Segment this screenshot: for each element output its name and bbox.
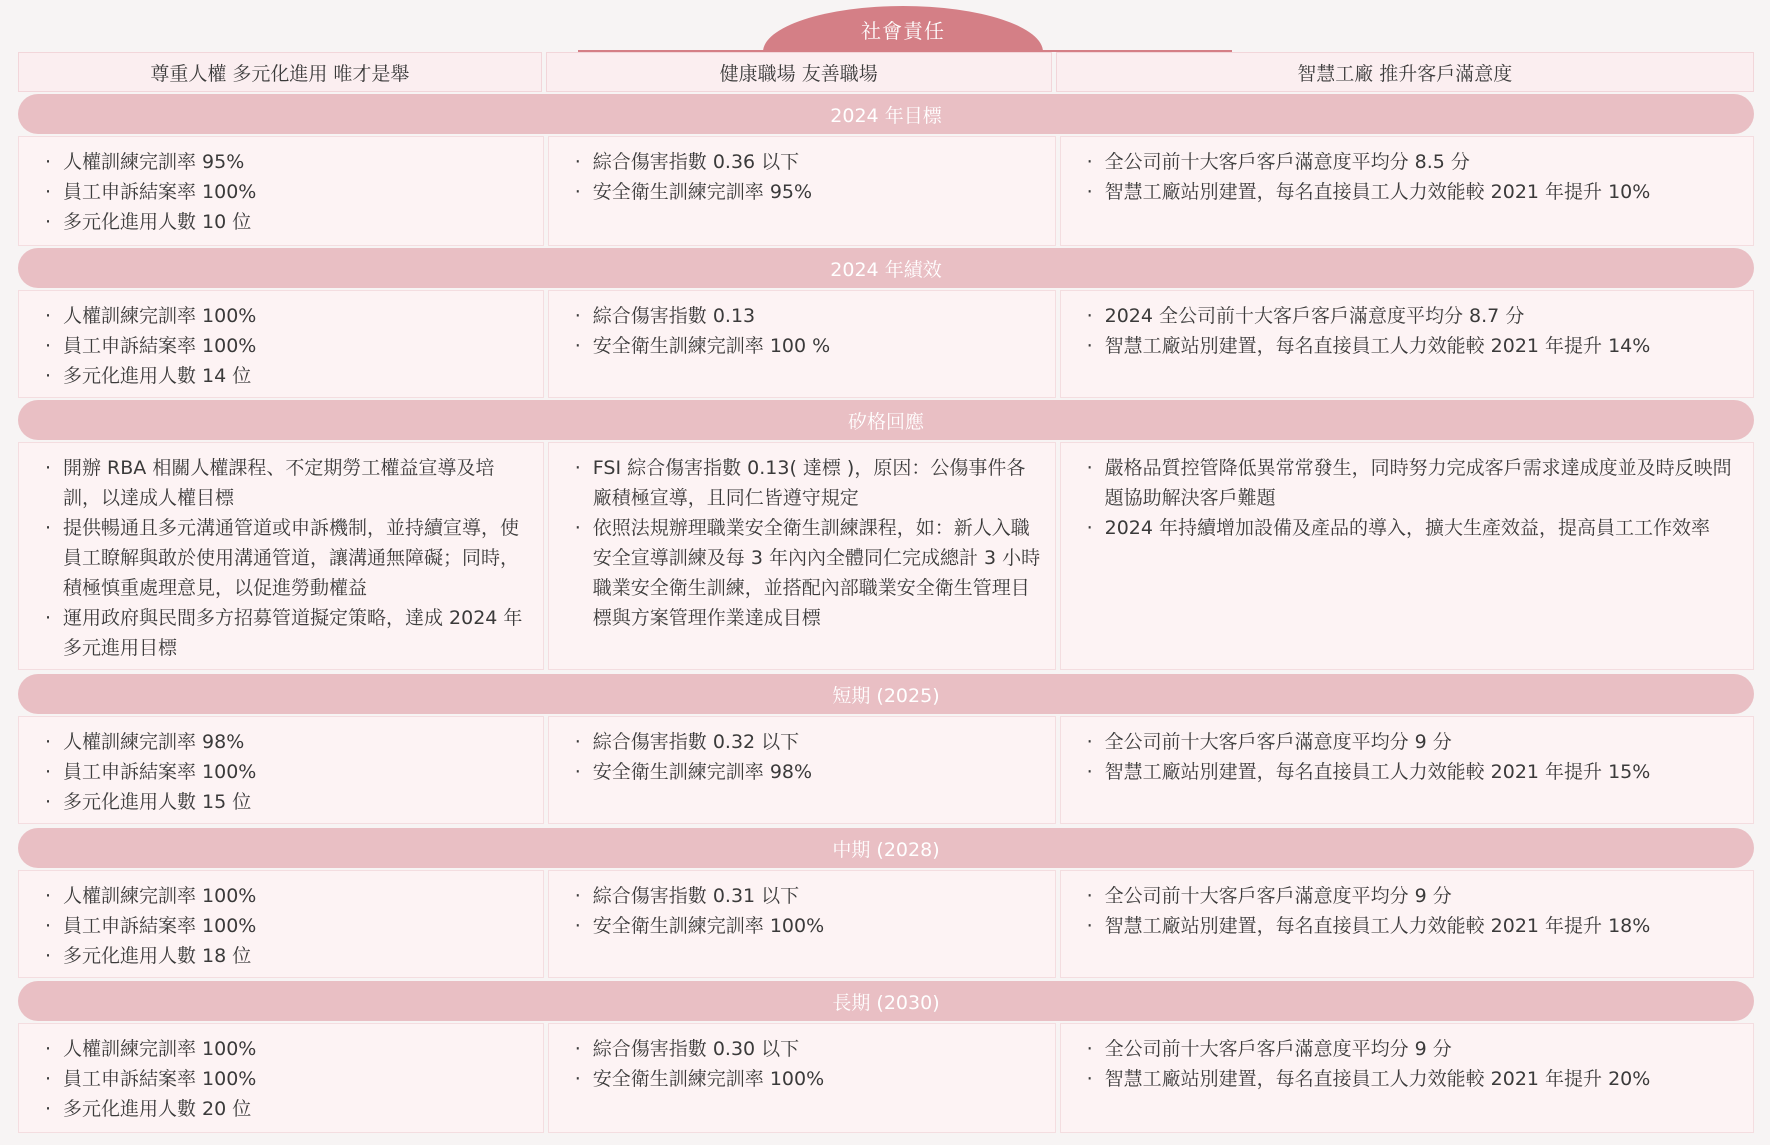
bullet: ·	[1086, 1068, 1093, 1090]
list-item: · 人權訓練完訓率 100%	[33, 881, 529, 911]
list-item: · 綜合傷害指數 0.13	[563, 301, 1041, 331]
section-band: 長期 (2030)	[18, 981, 1754, 1021]
list-item: · 多元化進用人數 20 位	[33, 1094, 529, 1124]
cell-human-rights	[18, 442, 544, 670]
bullet: ·	[574, 335, 581, 357]
bullet: ·	[1086, 457, 1093, 479]
bullet: ·	[574, 181, 581, 203]
bullet: ·	[45, 365, 52, 387]
list-item: · FSI 綜合傷害指數 0.13( 達標 )，原因：公傷事件各廠積極宣導，且同仁皆遵守規定	[563, 453, 1041, 513]
list-item: · 人權訓練完訓率 98%	[33, 727, 529, 757]
list-item: · 2024 年持續增加設備及產品的導入，擴大生產效益，提高員工工作效率	[1075, 513, 1739, 543]
bullet: ·	[1086, 761, 1093, 783]
section-row	[18, 716, 1754, 824]
section-band: 2024 年績效	[18, 248, 1754, 288]
bullet: ·	[45, 915, 52, 937]
bullet: ·	[1086, 731, 1093, 753]
bullet: ·	[45, 1038, 52, 1060]
cell-human-rights	[18, 716, 544, 824]
list-item: · 運用政府與民間多方招募管道擬定策略，達成 2024 年多元進用目標	[33, 603, 529, 663]
list-item: · 安全衛生訓練完訓率 95%	[563, 177, 1041, 207]
bullet: ·	[574, 151, 581, 173]
list-item: · 綜合傷害指數 0.32 以下	[563, 727, 1041, 757]
list-item: · 智慧工廠站別建置，每名直接員工人力效能較 2021 年提升 15%	[1075, 757, 1739, 787]
list-item: · 員工申訴結案率 100%	[33, 1064, 529, 1094]
list-item: · 員工申訴結案率 100%	[33, 757, 529, 787]
cell-smart-factory	[1060, 442, 1754, 670]
top-tab-social-responsibility: 社會責任	[763, 6, 1043, 52]
cell-smart-factory	[1060, 290, 1754, 398]
list-item: · 全公司前十大客戶客戶滿意度平均分 8.5 分	[1075, 147, 1739, 177]
list-item: · 智慧工廠站別建置，每名直接員工人力效能較 2021 年提升 20%	[1075, 1064, 1739, 1094]
bullet: ·	[45, 885, 52, 907]
bullet: ·	[574, 457, 581, 479]
cell-smart-factory	[1060, 136, 1754, 246]
bullet: ·	[574, 517, 581, 539]
list-item: · 安全衛生訓練完訓率 98%	[563, 757, 1041, 787]
section-row	[18, 290, 1754, 398]
cell-human-rights	[18, 1023, 544, 1133]
bullet: ·	[45, 151, 52, 173]
bullet: ·	[574, 761, 581, 783]
section-row	[18, 1023, 1754, 1133]
list-item: · 智慧工廠站別建置，每名直接員工人力效能較 2021 年提升 18%	[1075, 911, 1739, 941]
bullet: ·	[45, 335, 52, 357]
bullet: ·	[45, 1068, 52, 1090]
list-item: · 安全衛生訓練完訓率 100%	[563, 1064, 1041, 1094]
cell-human-rights	[18, 136, 544, 246]
list-item: · 智慧工廠站別建置，每名直接員工人力效能較 2021 年提升 10%	[1075, 177, 1739, 207]
section-row	[18, 136, 1754, 246]
section-row	[18, 442, 1754, 670]
list-item: · 智慧工廠站別建置，每名直接員工人力效能較 2021 年提升 14%	[1075, 331, 1739, 361]
list-item: · 綜合傷害指數 0.36 以下	[563, 147, 1041, 177]
cell-smart-factory	[1060, 1023, 1754, 1133]
bullet: ·	[574, 915, 581, 937]
list-item: · 員工申訴結案率 100%	[33, 177, 529, 207]
list-item: · 2024 全公司前十大客戶客戶滿意度平均分 8.7 分	[1075, 301, 1739, 331]
bullet: ·	[1086, 517, 1093, 539]
cell-healthy-workplace	[548, 136, 1056, 246]
list-item: · 多元化進用人數 10 位	[33, 207, 529, 237]
cell-healthy-workplace	[548, 290, 1056, 398]
bullet: ·	[45, 731, 52, 753]
list-item: · 提供暢通且多元溝通管道或申訴機制，並持續宣導，使員工瞭解與敢於使用溝通管道，讓溝通無障礙；同時，積極慎重處理意見，以促進勞動權益	[33, 513, 529, 603]
bullet: ·	[1086, 181, 1093, 203]
bullet: ·	[574, 1068, 581, 1090]
list-item: · 員工申訴結案率 100%	[33, 331, 529, 361]
list-item: · 人權訓練完訓率 100%	[33, 301, 529, 331]
cell-healthy-workplace	[548, 442, 1056, 670]
list-item: · 人權訓練完訓率 100%	[33, 1034, 529, 1064]
section-band: 矽格回應	[18, 400, 1754, 440]
section-row	[18, 870, 1754, 978]
bullet: ·	[45, 607, 52, 629]
column-header-row	[18, 52, 1754, 92]
bullet: ·	[45, 1098, 52, 1120]
section-band: 中期 (2028)	[18, 828, 1754, 868]
bullet: ·	[1086, 335, 1093, 357]
bullet: ·	[1086, 1038, 1093, 1060]
bullet: ·	[574, 1038, 581, 1060]
bullet: ·	[574, 731, 581, 753]
bullet: ·	[45, 211, 52, 233]
list-item: · 依照法規辦理職業安全衛生訓練課程，如：新人入職安全宣導訓練及每 3 年內內全體同仁完成總計 3 小時職業安全衛生訓練，並搭配內部職業安全衛生管理目標與方案管理作業達成目標	[563, 513, 1041, 633]
cell-healthy-workplace	[548, 1023, 1056, 1133]
list-item: · 全公司前十大客戶客戶滿意度平均分 9 分	[1075, 1034, 1739, 1064]
list-item: · 安全衛生訓練完訓率 100 %	[563, 331, 1041, 361]
bullet: ·	[1086, 305, 1093, 327]
column-header-smart-factory: 智慧工廠 推升客戶滿意度	[1056, 52, 1754, 92]
list-item: · 安全衛生訓練完訓率 100%	[563, 911, 1041, 941]
bullet: ·	[1086, 885, 1093, 907]
column-header-human-rights: 尊重人權 多元化進用 唯才是舉	[18, 52, 542, 92]
list-item: · 綜合傷害指數 0.30 以下	[563, 1034, 1041, 1064]
bullet: ·	[45, 761, 52, 783]
bullet: ·	[574, 305, 581, 327]
cell-human-rights	[18, 870, 544, 978]
list-item: · 綜合傷害指數 0.31 以下	[563, 881, 1041, 911]
list-item: · 多元化進用人數 14 位	[33, 361, 529, 391]
bullet: ·	[45, 305, 52, 327]
list-item: · 嚴格品質控管降低異常常發生，同時努力完成客戶需求達成度並及時反映問題協助解決客戶難題	[1075, 453, 1739, 513]
list-item: · 全公司前十大客戶客戶滿意度平均分 9 分	[1075, 727, 1739, 757]
cell-human-rights	[18, 290, 544, 398]
bullet: ·	[45, 517, 52, 539]
cell-healthy-workplace	[548, 870, 1056, 978]
bullet: ·	[574, 885, 581, 907]
bullet: ·	[45, 791, 52, 813]
list-item: · 多元化進用人數 18 位	[33, 941, 529, 971]
cell-smart-factory	[1060, 870, 1754, 978]
bullet: ·	[1086, 915, 1093, 937]
bullet: ·	[45, 945, 52, 967]
cell-smart-factory	[1060, 716, 1754, 824]
section-band: 短期 (2025)	[18, 674, 1754, 714]
bullet: ·	[45, 457, 52, 479]
list-item: · 多元化進用人數 15 位	[33, 787, 529, 817]
cell-healthy-workplace	[548, 716, 1056, 824]
column-header-healthy-workplace: 健康職場 友善職場	[546, 52, 1052, 92]
list-item: · 人權訓練完訓率 95%	[33, 147, 529, 177]
list-item: · 開辦 RBA 相關人權課程、不定期勞工權益宣導及培訓，以達成人權目標	[33, 453, 529, 513]
bullet: ·	[45, 181, 52, 203]
bullet: ·	[1086, 151, 1093, 173]
list-item: · 員工申訴結案率 100%	[33, 911, 529, 941]
list-item: · 全公司前十大客戶客戶滿意度平均分 9 分	[1075, 881, 1739, 911]
section-band: 2024 年目標	[18, 94, 1754, 134]
